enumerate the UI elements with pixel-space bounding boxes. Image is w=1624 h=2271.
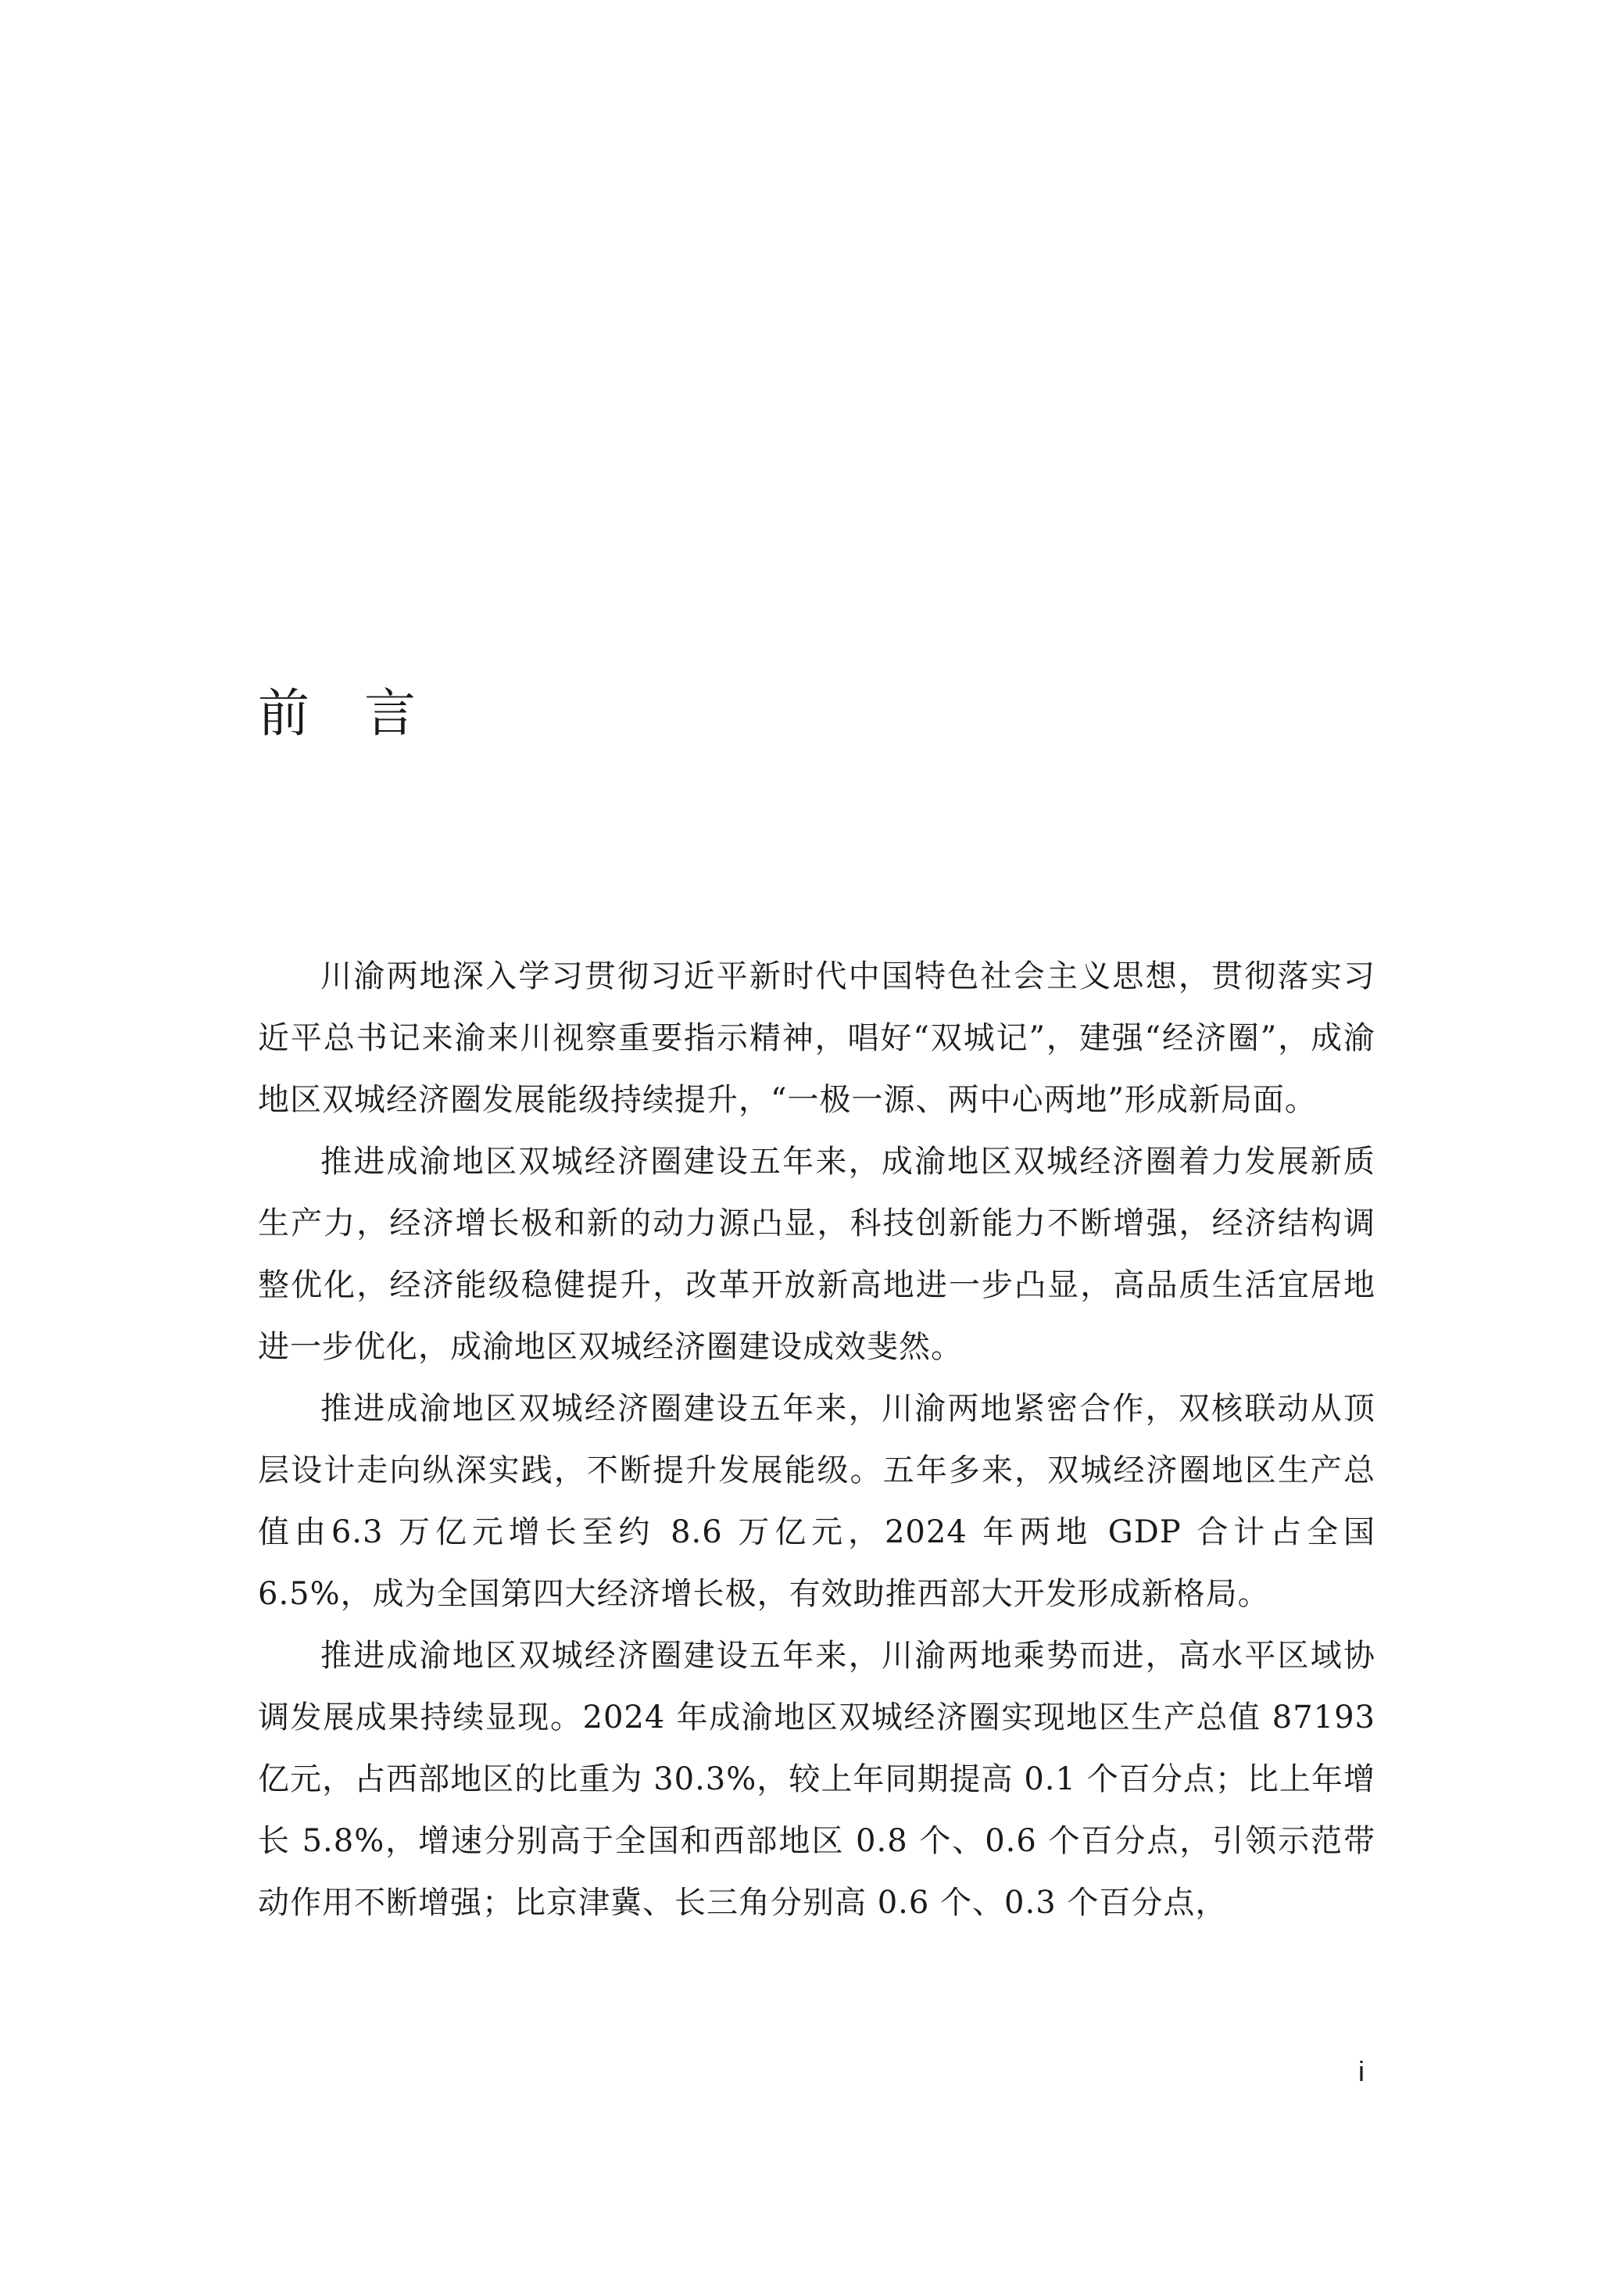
paragraph-2: 推进成渝地区双城经济圈建设五年来，成渝地区双城经济圈着力发展新质生产力，经济增长极和新的动力源凸显，科技创新能力不断增强，经济结构调整优化，经济能级稳健提升，改革开放新高地进一步凸显，高品质生活宜居地进一步优化，成渝地区双城经济圈建设成效斐然。 <box>258 1144 1375 1365</box>
paragraph-1: 川渝两地深入学习贯彻习近平新时代中国特色社会主义思想，贯彻落实习近平总书记来渝来川视察重要指示精神，唱好“双城记”，建强“经济圈”，成渝地区双城经济圈发展能级持续提升，“一极一源、两中心两地”形成新局面。 <box>258 958 1375 1118</box>
page-number: i <box>1358 2055 1365 2087</box>
page-title: 前言 <box>258 683 470 743</box>
paragraph-3: 推进成渝地区双城经济圈建设五年来，川渝两地紧密合作，双核联动从顶层设计走向纵深实践，不断提升发展能级。五年多来，双城经济圈地区生产总值由6.3 万亿元增长至约 8.6 万亿元，2024 年两地 GDP 合计占全国 6.5%，成为全国第四大经济增长极，有效助推西部大开发形成新格局。 <box>258 1391 1375 1612</box>
body-text <box>258 946 1375 1934</box>
paragraph-4: 推进成渝地区双城经济圈建设五年来，川渝两地乘势而进，高水平区域协调发展成果持续显现。2024 年成渝地区双城经济圈实现地区生产总值 87193 亿元，占西部地区的比重为 30.3%，较上年同期提高 0.1 个百分点；比上年增长 5.8%，增速分别高于全国和西部地区 0.8 个、0.6 个百分点，引领示范带动作用不断增强；比京津冀、长三角分别高 0.6 个、0.3 个百分点， <box>258 1638 1375 1921</box>
